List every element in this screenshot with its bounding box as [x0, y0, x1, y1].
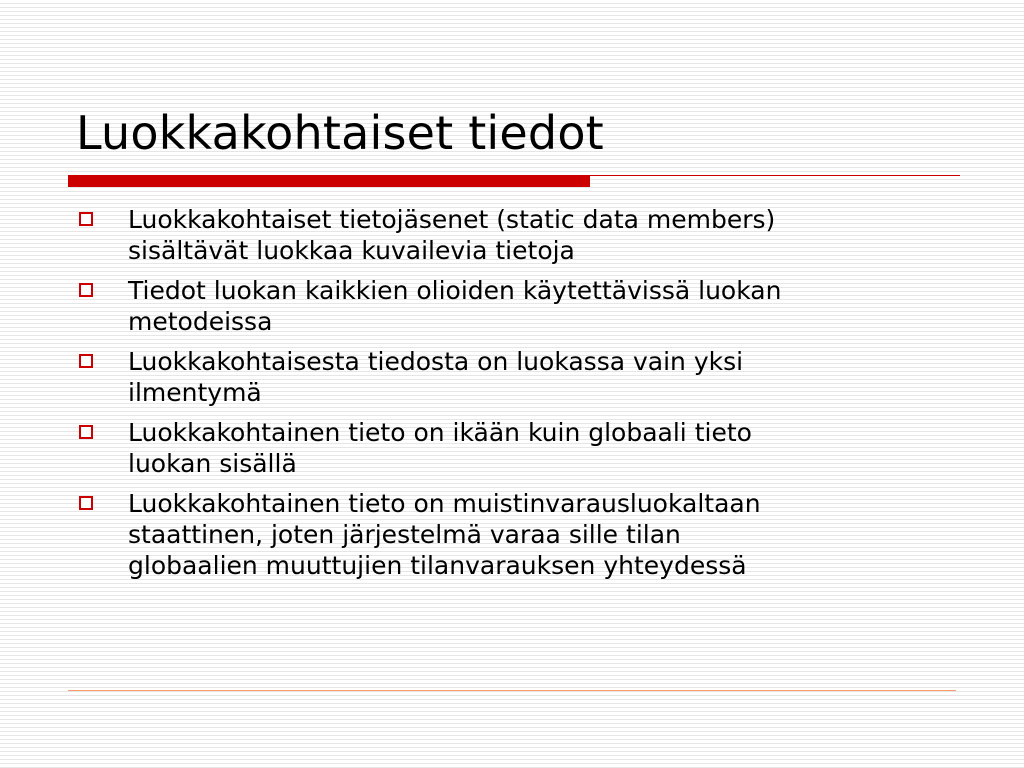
hollow-square-icon [79, 354, 93, 368]
bullet-line: metodeissa [128, 307, 273, 336]
title-underline-thick [68, 175, 590, 187]
bullet-item [76, 275, 936, 337]
footer-divider [68, 690, 956, 691]
hollow-square-icon [79, 212, 93, 226]
bullet-item [76, 204, 936, 266]
bullet-line: Luokkakohtainen tieto on muistinvarausluokaltaan [128, 489, 761, 518]
bullet-item [76, 488, 936, 581]
bullet-line: Luokkakohtaiset tietojäsenet (static data members) [128, 205, 776, 234]
bullet-list [76, 204, 936, 590]
bullet-line: Tiedot luokan kaikkien olioiden käytettävissä luokan [128, 276, 782, 305]
bullet-line: globaalien muuttujien tilanvarauksen yhteydessä [128, 551, 747, 580]
bullet-line: sisältävät luokkaa kuvailevia tietoja [128, 236, 575, 265]
title-underline-thin [590, 175, 960, 176]
hollow-square-icon [79, 425, 93, 439]
bullet-line: Luokkakohtaisesta tiedosta on luokassa vain yksi [128, 347, 744, 376]
bullet-item [76, 346, 936, 408]
bullet-line: luokan sisällä [128, 449, 297, 478]
hollow-square-icon [79, 283, 93, 297]
bullet-line: Luokkakohtainen tieto on ikään kuin globaali tieto [128, 418, 752, 447]
hollow-square-icon [79, 496, 93, 510]
bullet-line: staattinen, joten järjestelmä varaa sille tilan [128, 520, 681, 549]
bullet-line: ilmentymä [128, 378, 262, 407]
slide-title: Luokkakohtaiset tiedot [76, 106, 604, 160]
bullet-item [76, 417, 936, 479]
